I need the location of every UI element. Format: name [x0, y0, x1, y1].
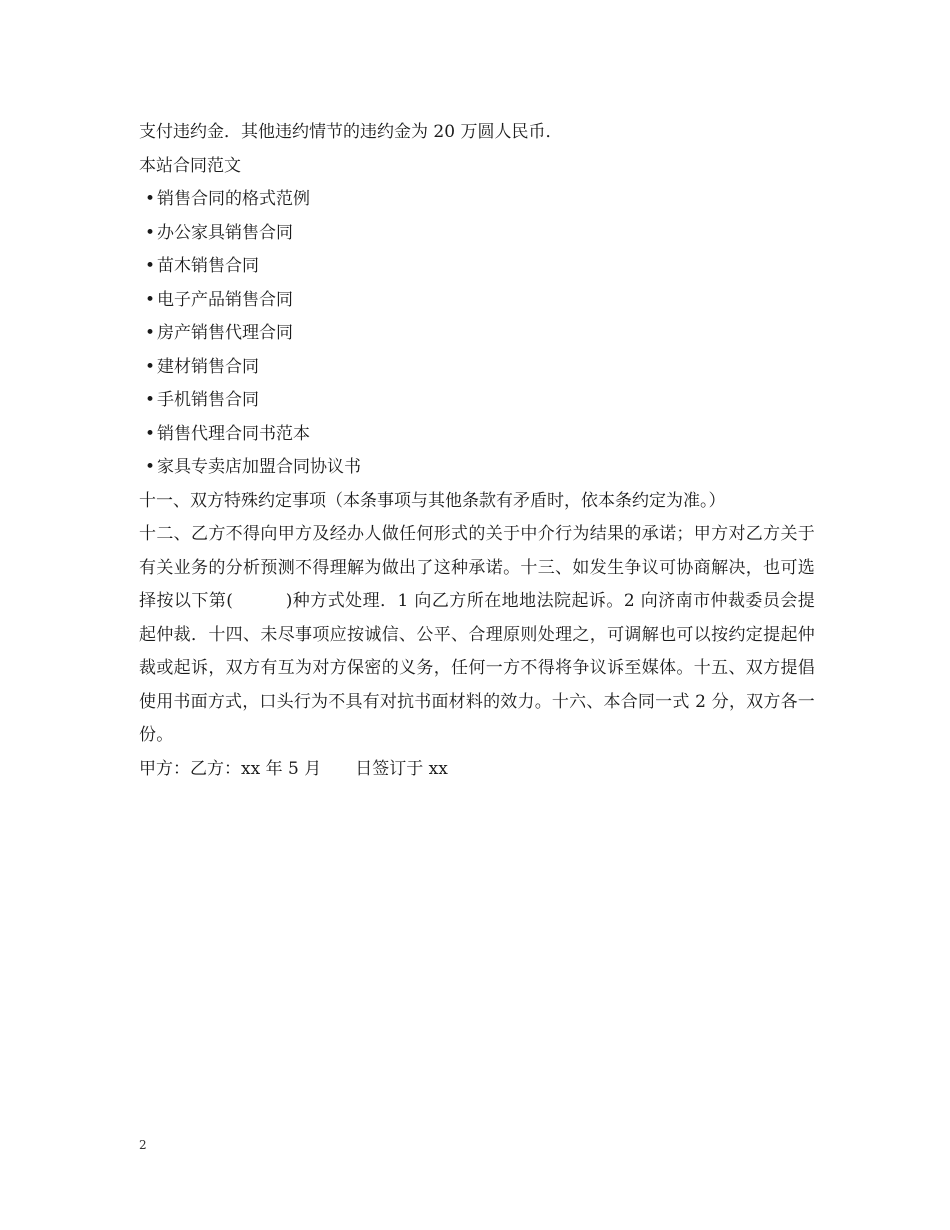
list-item[interactable]: [139, 418, 815, 452]
related-contract-link[interactable]: 手机销售合同: [157, 390, 259, 410]
bullet-icon: •: [144, 222, 156, 243]
related-contract-link[interactable]: 建材销售合同: [157, 356, 259, 377]
page-number: 2: [139, 1138, 147, 1152]
list-item[interactable]: [139, 250, 815, 284]
list-item[interactable]: [139, 217, 815, 251]
bullet-icon: •: [144, 289, 156, 310]
list-item[interactable]: [139, 451, 815, 485]
clause-eleven: 十一、双方特殊约定事项（本条事项与其他条款有矛盾时，依本条约定为准。）: [139, 490, 726, 511]
related-contract-link[interactable]: 电子产品销售合同: [157, 289, 293, 310]
clauses-twelve-to-sixteen: 十二、乙方不得向甲方及经办人做任何形式的关于中介行为结果的承诺；甲方对乙方关于有关业务的分析预测不得理解为做出了这种承诺。十三、如发生争议可协商解决，也可选择按以下第( )种方式处理．1 向乙方所在地地法院起诉。2 向济南市仲裁委员会提起仲裁．十四、未尽事项应按诚信、公平、合理原则处理之，可调解也可以按约定提起仲裁或起诉，双方有互为对方保密的义务，任何一方不得将争议诉至媒体。十五、双方提倡使用书面方式，口头行为不具有对抗书面材料的效力。十六、本合同一式 2 分，双方各一份。: [139, 524, 815, 745]
related-contract-link[interactable]: 办公家具销售合同: [157, 222, 293, 243]
list-item[interactable]: [139, 284, 815, 318]
related-contract-link[interactable]: 苗木销售合同: [157, 256, 259, 276]
signature-line: 甲方：乙方：xx 年 5 月 日签订于 xx: [139, 758, 448, 779]
related-contract-link[interactable]: 房产销售代理合同: [157, 323, 293, 343]
list-item[interactable]: [139, 384, 815, 418]
penalty-clause-tail: 支付违约金．其他违约情节的违约金为 20 万圆人民币．: [139, 122, 563, 142]
list-item[interactable]: [139, 183, 815, 217]
related-contract-link[interactable]: 销售合同的格式范例: [157, 189, 310, 209]
bullet-icon: •: [144, 457, 156, 477]
list-item[interactable]: [139, 351, 815, 385]
list-item[interactable]: [139, 317, 815, 351]
bullet-icon: •: [144, 390, 156, 410]
related-contracts-heading: 本站合同范文: [139, 155, 241, 176]
bullet-icon: •: [144, 356, 156, 377]
related-contract-link[interactable]: 家具专卖店加盟合同协议书: [157, 457, 361, 477]
related-contract-link[interactable]: 销售代理合同书范本: [157, 423, 310, 444]
related-contracts-list: [139, 183, 815, 485]
document-body: [139, 116, 815, 786]
bullet-icon: •: [144, 189, 156, 209]
bullet-icon: •: [144, 323, 156, 343]
bullet-icon: •: [144, 256, 156, 276]
bullet-icon: •: [144, 423, 156, 444]
